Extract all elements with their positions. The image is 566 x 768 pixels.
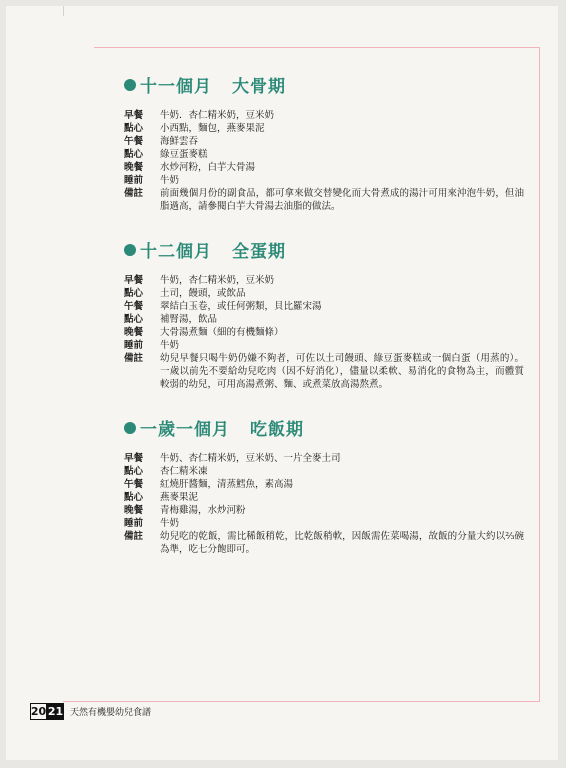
menu-value: 綠豆蛋麥糕 [160,149,208,160]
menu-row [124,300,524,313]
menu-label: 點心 [124,149,144,160]
menu-row [124,478,524,491]
menu-row [124,161,524,174]
menu-label: 午餐 [124,479,144,490]
menu-value: 土司，饅頭，或飲品 [160,288,246,299]
bullet-icon [124,422,136,434]
menu-value: 翠結白玉卷，或任何粥類，貝比羅宋湯 [160,301,322,312]
book-title: 天然有機嬰幼兒食譜 [70,708,152,718]
section-title [124,237,524,262]
menu-label: 備註 [124,531,144,542]
section-13-months [124,415,524,556]
menu-label: 晚餐 [124,327,144,338]
menu-label: 點心 [124,288,144,299]
menu-label: 晚餐 [124,505,144,516]
section-month: 十二個月 [140,242,212,262]
menu-value: 幼兒早餐只喝牛奶仍嫌不夠者，可佐以土司饅頭、綠豆蛋麥糕或一個白蛋（用蒸的）。一歲以前先不要給幼兒吃肉（因不好消化），儘量以柔軟、易消化的食物為主，而體質較弱的幼兒，可用高湯煮粥、麵、或煮菜放高湯熬煮。 [160,353,524,390]
page-frame-bottom [63,701,540,702]
menu-value: 杏仁精米凍 [160,466,208,477]
section-stage: 全蛋期 [232,242,286,262]
page-footer [30,703,151,720]
section-12-months [124,237,524,391]
menu-label: 備註 [124,188,144,199]
menu-row [124,274,524,287]
menu-value: 前面幾個月份的副食品，都可拿來做交替變化而大骨煮成的湯汁可用來沖泡牛奶，但油脂過高，請參閱白芋大骨湯去油脂的做法。 [160,188,524,212]
menu-row [124,122,524,135]
menu-value: 牛奶 [160,175,180,186]
menu-label: 早餐 [124,110,144,121]
menu-row [124,174,524,187]
page-frame-left [63,6,64,16]
page-frame-top [94,47,540,48]
menu-label: 睡前 [124,175,144,186]
menu-label: 早餐 [124,275,144,286]
menu-row [124,135,524,148]
section-title [124,72,524,97]
section-11-months [124,72,524,213]
menu-label: 睡前 [124,518,144,529]
menu-row [124,287,524,300]
page-number-left: 20 [30,705,47,718]
menu-label: 早餐 [124,453,144,464]
menu-label: 備註 [124,353,144,364]
menu-row [124,465,524,478]
menu-label: 點心 [124,314,144,325]
menu-row [124,517,524,530]
menu-row [124,504,524,517]
menu-row [124,491,524,504]
menu-row [124,352,524,391]
menu-value: 水炒河粉，白芋大骨湯 [160,162,256,173]
menu-value: 牛奶 [160,518,180,529]
menu-value: 牛奶、杏仁精米奶，豆米奶、一片全麥土司 [160,453,341,464]
menu-table [124,452,524,556]
menu-value: 牛奶 [160,340,180,351]
menu-row [124,452,524,465]
menu-row [124,187,524,213]
section-title [124,415,524,440]
menu-row [124,148,524,161]
section-month: 一歲一個月 [140,420,230,440]
menu-value: 海鮮雲吞 [160,136,199,147]
menu-value: 幼兒吃的乾飯，需比稀飯稍乾，比乾飯稍軟，因飯需佐菜喝湯，故飯的分量大約以⅔碗為準，吃七分飽即可。 [160,531,524,555]
menu-value: 紅燒肝醬麵，清蒸鱈魚，素高湯 [160,479,294,490]
menu-row [124,109,524,122]
menu-label: 午餐 [124,301,144,312]
menu-label: 點心 [124,466,144,477]
content [124,72,524,566]
menu-label: 點心 [124,492,144,503]
menu-table [124,109,524,213]
menu-row [124,313,524,326]
menu-table [124,274,524,391]
menu-value: 補腎湯，飲品 [160,314,218,325]
section-stage: 吃飯期 [250,420,304,440]
menu-label: 晚餐 [124,162,144,173]
bullet-icon [124,79,136,91]
page [6,6,558,760]
menu-label: 午餐 [124,136,144,147]
section-month: 十一個月 [140,77,212,97]
section-stage: 大骨期 [232,77,286,97]
page-number-right: 21 [47,705,64,718]
page-frame-right [539,47,540,702]
menu-value: 青梅雞湯，水炒河粉 [160,505,246,516]
menu-label: 點心 [124,123,144,134]
bullet-icon [124,244,136,256]
menu-row [124,326,524,339]
menu-value: 牛奶．杏仁精米奶，豆米奶 [160,110,275,121]
menu-row [124,530,524,556]
menu-value: 小西點，麵包，燕麥果泥 [160,123,265,134]
menu-value: 牛奶，杏仁精米奶，豆米奶 [160,275,275,286]
menu-value: 大骨湯煮麵（細的有機麵條） [160,327,284,338]
menu-label: 睡前 [124,340,144,351]
menu-value: 燕麥果泥 [160,492,199,503]
menu-row [124,339,524,352]
